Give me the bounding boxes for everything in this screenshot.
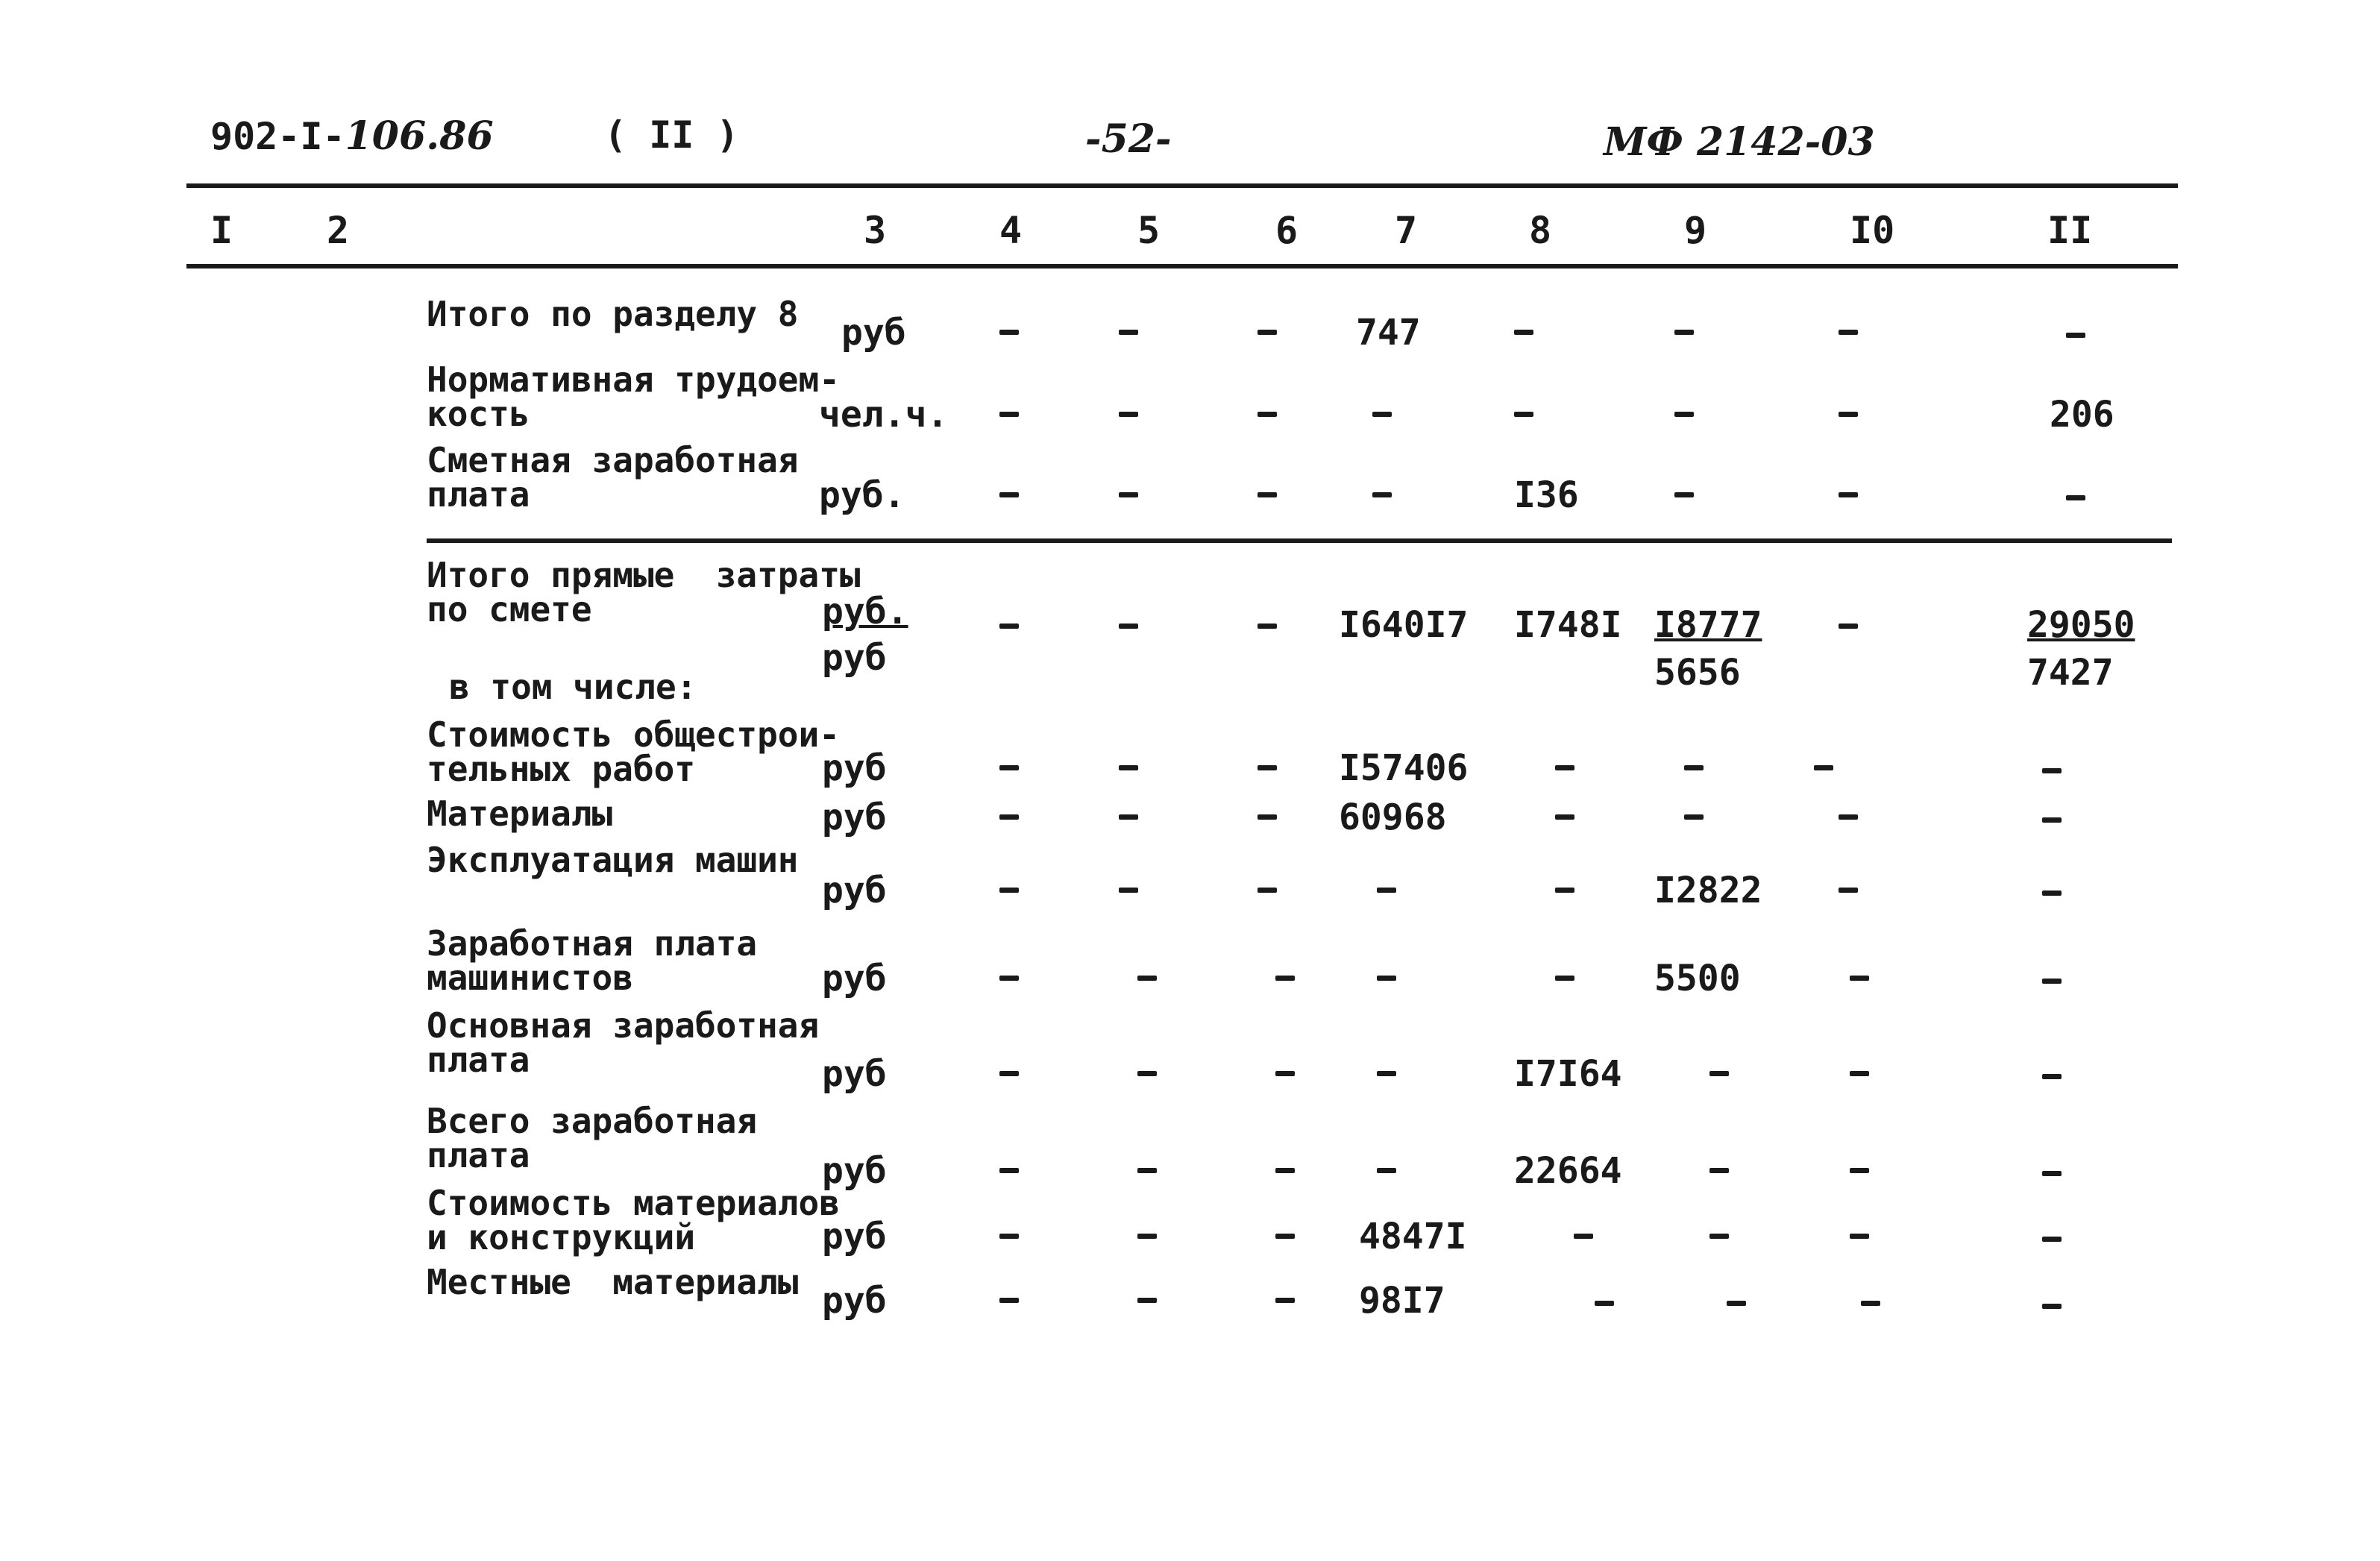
- dash: [1275, 1298, 1295, 1303]
- dash: [1275, 1234, 1295, 1239]
- column-header-8: 8: [1529, 209, 1552, 252]
- section-number: ( II ): [604, 113, 739, 157]
- dash: [1850, 1071, 1869, 1076]
- dash: [999, 330, 1019, 335]
- dash: [1137, 976, 1157, 981]
- dash: [999, 412, 1019, 417]
- general-construction-col7: I57406: [1339, 747, 1469, 789]
- dash: [1674, 412, 1694, 417]
- dash: [1377, 1071, 1396, 1076]
- row-unit-section-total: руб: [841, 312, 906, 354]
- dash: [1119, 412, 1138, 417]
- dash: [999, 814, 1019, 820]
- dash: [2066, 333, 2085, 338]
- dash: [1137, 1168, 1157, 1173]
- page-number: -52-: [1085, 116, 1172, 162]
- dash: [1257, 492, 1277, 497]
- base-wages-col8: I7I64: [1514, 1053, 1622, 1095]
- dash: [1595, 1301, 1614, 1306]
- dash: [1727, 1301, 1746, 1306]
- dash: [1119, 330, 1138, 335]
- dash: [1119, 624, 1138, 629]
- row-label-base-wages: Основная заработная плата: [427, 1005, 820, 1080]
- dash: [2042, 817, 2062, 823]
- dash: [1119, 765, 1138, 770]
- dash: [1119, 888, 1138, 893]
- archive-code: МФ 2142-03: [1604, 119, 1875, 165]
- row-label-labor-norm: Нормативная трудоем- кость: [427, 359, 840, 434]
- dash: [1372, 492, 1392, 497]
- dash: [1839, 492, 1858, 497]
- column-header-3: 3: [864, 209, 887, 252]
- total-wages-col8: 22664: [1514, 1150, 1622, 1192]
- row-unit-operator-wages: руб: [822, 958, 887, 999]
- dash: [1257, 624, 1277, 629]
- direct-costs-col9: I8777: [1654, 604, 1762, 646]
- row-unit-direct-costs-2: руб: [822, 637, 887, 679]
- dash: [1674, 330, 1694, 335]
- header-bottom-rule: [186, 264, 2178, 268]
- dash: [999, 492, 1019, 497]
- dash: [999, 1168, 1019, 1173]
- row-label-operator-wages: Заработная плата машинистов: [427, 923, 758, 998]
- dash: [999, 976, 1019, 981]
- dash: [1257, 888, 1277, 893]
- dash: [1137, 1234, 1157, 1239]
- labor-norm-col11: 206: [2050, 394, 2114, 436]
- row-unit-general-construction: руб: [822, 747, 887, 789]
- dash: [1839, 412, 1858, 417]
- row-unit-estimated-wages: руб.: [819, 474, 905, 516]
- column-header-6: 6: [1275, 209, 1299, 252]
- dash: [1684, 814, 1704, 820]
- row-unit-direct-costs: руб.: [822, 591, 908, 632]
- dash: [1709, 1071, 1729, 1076]
- dash: [1839, 814, 1858, 820]
- dash: [999, 624, 1019, 629]
- materials-structures-col7: 4847I: [1359, 1216, 1467, 1257]
- dash: [1257, 412, 1277, 417]
- row-label-materials-structures: Стоимость материалов и конструкций: [427, 1183, 840, 1257]
- dash: [1814, 765, 1833, 770]
- direct-costs-col11-second: 7427: [2027, 652, 2114, 694]
- row-label-machine-operation: Эксплуатация машин: [427, 840, 799, 880]
- dash: [1275, 1071, 1295, 1076]
- document-code-handwritten: 106.86: [345, 113, 494, 159]
- column-header-4: 4: [999, 209, 1023, 252]
- dash: [1257, 765, 1277, 770]
- row-unit-labor-norm: чел.ч.: [819, 394, 949, 436]
- column-header-10: I0: [1850, 209, 1895, 252]
- dash: [1377, 888, 1396, 893]
- local-materials-col7: 98I7: [1359, 1280, 1445, 1322]
- column-header-7: 7: [1395, 209, 1418, 252]
- row-label-total-wages: Всего заработная плата: [427, 1101, 758, 1175]
- row-label-direct-costs: Итого прямые затраты по смете: [427, 555, 861, 629]
- row-label-including: в том числе:: [449, 667, 697, 707]
- column-header-9: 9: [1684, 209, 1707, 252]
- dash: [2042, 1237, 2062, 1242]
- dash: [999, 1234, 1019, 1239]
- column-header-11: II: [2047, 209, 2093, 252]
- row-unit-local-materials: руб: [822, 1280, 887, 1322]
- dash: [2042, 1074, 2062, 1079]
- row-unit-total-wages: руб: [822, 1150, 887, 1192]
- dash: [1257, 814, 1277, 820]
- direct-costs-col11: 29050: [2027, 604, 2135, 646]
- row-unit-machine-operation: руб: [822, 870, 887, 911]
- dash: [2042, 1304, 2062, 1309]
- dash: [1137, 1071, 1157, 1076]
- dash: [1275, 1168, 1295, 1173]
- operator-wages-col9: 5500: [1654, 958, 1741, 999]
- dash: [1555, 765, 1574, 770]
- dash: [1377, 1168, 1396, 1173]
- row-unit-base-wages: руб: [822, 1053, 887, 1095]
- direct-costs-col8: I748I: [1514, 604, 1622, 646]
- dash: [2066, 495, 2085, 500]
- direct-costs-col7: I640I7: [1339, 604, 1469, 646]
- direct-costs-col9-second: 5656: [1654, 652, 1741, 694]
- dash: [1709, 1234, 1729, 1239]
- dash: [999, 1071, 1019, 1076]
- dash: [1839, 624, 1858, 629]
- row-label-estimated-wages: Сметная заработная плата: [427, 440, 799, 515]
- row-unit-materials: руб: [822, 797, 887, 838]
- column-header-2: 2: [327, 209, 350, 252]
- materials-col7: 60968: [1339, 797, 1447, 838]
- dash: [999, 1298, 1019, 1303]
- dash: [2042, 1171, 2062, 1176]
- column-header-5: 5: [1137, 209, 1161, 252]
- dash: [1555, 814, 1574, 820]
- dash: [1850, 976, 1869, 981]
- dash: [1119, 492, 1138, 497]
- dash: [1137, 1298, 1157, 1303]
- dash: [1850, 1168, 1869, 1173]
- dash: [1377, 976, 1396, 981]
- dash: [1574, 1234, 1593, 1239]
- top-rule: [186, 183, 2178, 188]
- dash: [1839, 888, 1858, 893]
- row-label-general-construction: Стоимость общестрои- тельных работ: [427, 714, 840, 789]
- dash: [1275, 976, 1295, 981]
- dash: [1514, 412, 1533, 417]
- dash: [2042, 768, 2062, 773]
- machine-operation-col9: I2822: [1654, 870, 1762, 911]
- dash: [1555, 888, 1574, 893]
- dash: [1555, 976, 1574, 981]
- row-label-section-total: Итого по разделу 8: [427, 294, 799, 334]
- document-code: [210, 113, 494, 159]
- dash: [1372, 412, 1392, 417]
- dash: [1709, 1168, 1729, 1173]
- row-label-materials: Материалы: [427, 794, 613, 834]
- dash: [1684, 765, 1704, 770]
- dash: [2042, 891, 2062, 896]
- document-code-typed: 902-I-: [210, 115, 345, 158]
- dash: [1839, 330, 1858, 335]
- dash: [999, 765, 1019, 770]
- section-total-col7: 747: [1356, 312, 1421, 354]
- dash: [2042, 979, 2062, 984]
- column-header-1: I: [210, 209, 233, 252]
- estimated-wages-col8: I36: [1514, 474, 1579, 516]
- dash: [1257, 330, 1277, 335]
- row-unit-materials-structures: руб: [822, 1216, 887, 1257]
- dash: [1119, 814, 1138, 820]
- dash: [1850, 1234, 1869, 1239]
- dash: [1861, 1301, 1880, 1306]
- dash: [1514, 330, 1533, 335]
- dash: [999, 888, 1019, 893]
- subtotal-rule: [427, 538, 2172, 543]
- row-label-local-materials: Местные материалы: [427, 1262, 799, 1302]
- dash: [1674, 492, 1694, 497]
